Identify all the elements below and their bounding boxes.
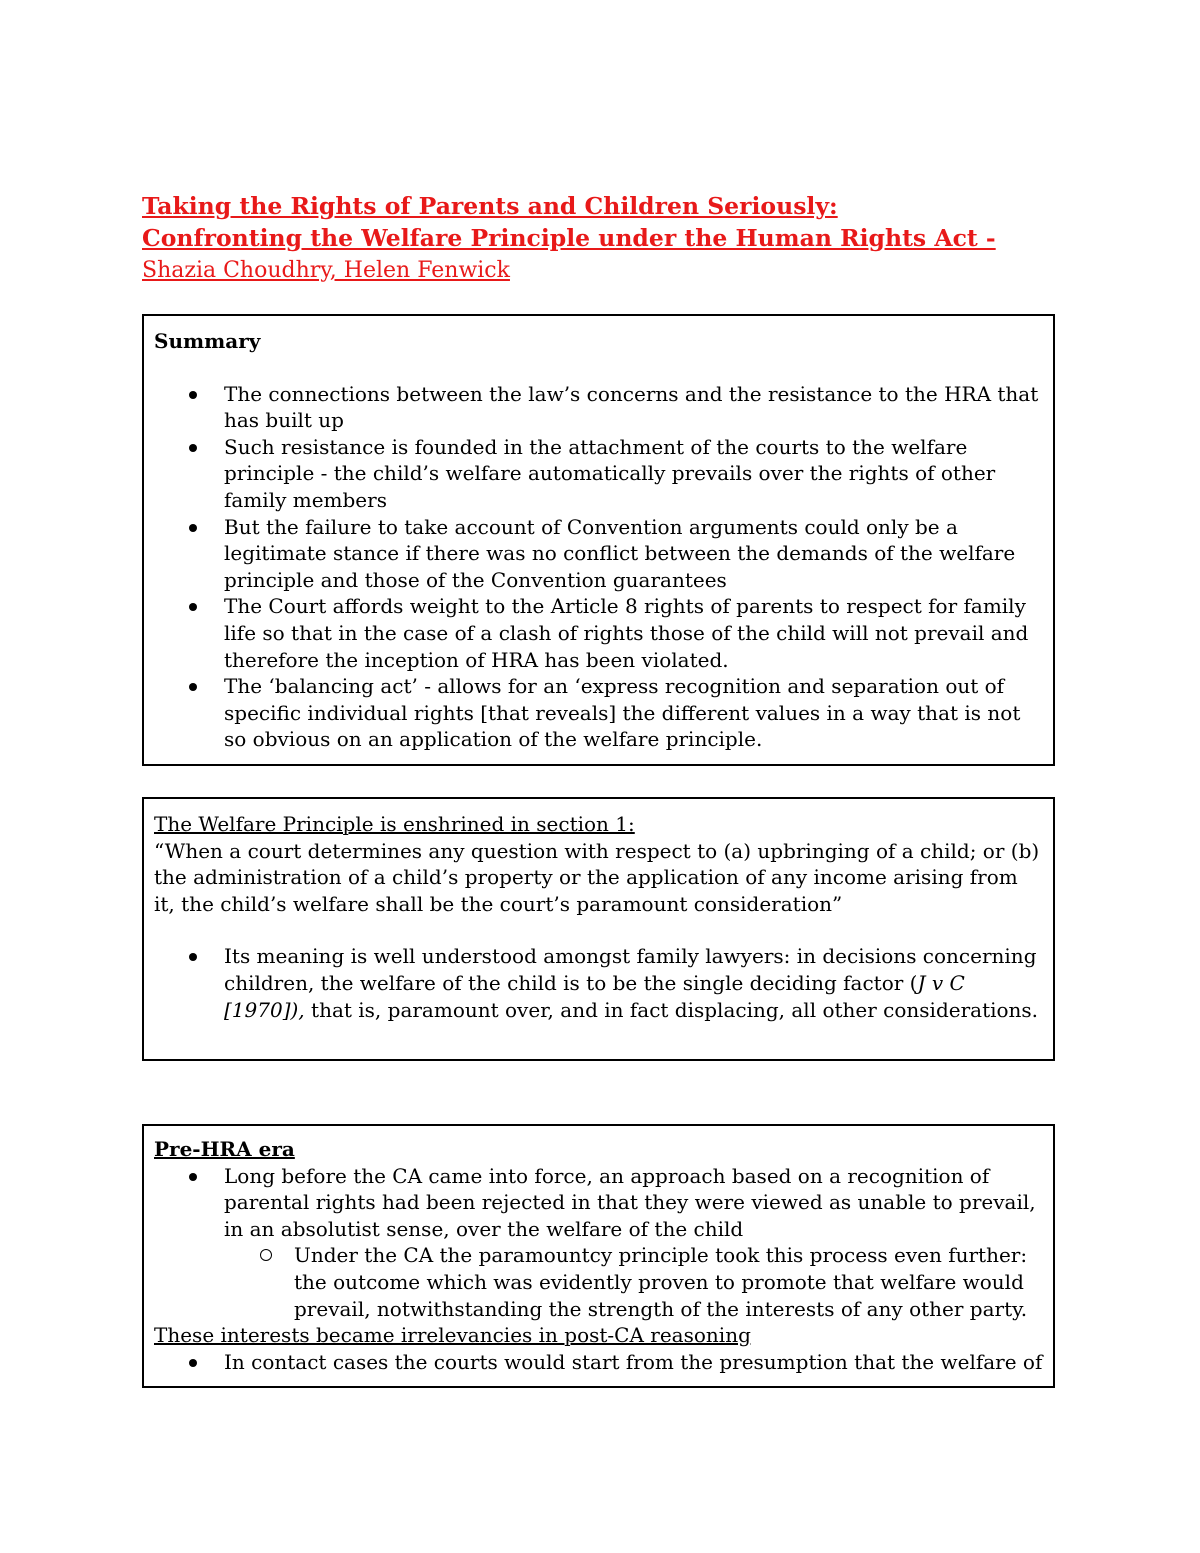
bullet-icon	[189, 1173, 197, 1181]
case-citation: J v C [1970]),	[224, 970, 965, 1022]
pre-hra-subheading: These interests became irrelevancies in post-CA reasoning	[154, 1323, 751, 1348]
bullet-icon	[189, 391, 197, 399]
bullet-icon	[189, 683, 197, 691]
authors: Shazia Choudhry, Helen Fenwick	[142, 258, 510, 283]
pre-hra-box	[142, 1124, 1055, 1388]
list-item: Such resistance is founded in the attachment of the courts to the welfare principle - the child’s welfare automatically prevails over the rights of other family members	[154, 434, 1043, 514]
pre-hra-list-2	[154, 1349, 1043, 1376]
list-item: Its meaning is well understood amongst family lawyers: in decisions concerning children, the welfare of the child is to be the single deciding factor (J v C [1970]), that is, paramount over, and in fact displacing, all other considerations.	[154, 943, 1043, 1023]
welfare-list	[154, 943, 1043, 1023]
welfare-principle-box	[142, 797, 1055, 1061]
bullet-icon	[189, 1359, 197, 1367]
list-item: But the failure to take account of Convention arguments could only be a legitimate stance if there was no conflict between the demands of the welfare principle and those of the Convention guarantees	[154, 514, 1043, 594]
sub-list-item: Under the CA the paramountcy principle took this process even further: the outcome which was evidently proven to promote that welfare would prevail, notwithstanding the strength of the interests of any other party.	[154, 1242, 1043, 1322]
bullet-icon	[189, 603, 197, 611]
summary-box	[142, 314, 1055, 766]
pre-hra-heading: Pre-HRA era	[154, 1137, 295, 1161]
title-line-2: Confronting the Welfare Principle under the Human Rights Act -	[142, 224, 996, 252]
document-title-block	[142, 190, 1102, 288]
hollow-bullet-icon	[260, 1249, 272, 1261]
list-item: In contact cases the courts would start from the presumption that the welfare of	[154, 1349, 1043, 1376]
title-line-1: Taking the Rights of Parents and Children Seriously:	[142, 192, 838, 220]
bullet-icon	[189, 953, 197, 961]
summary-heading: Summary	[154, 329, 261, 353]
list-item: Long before the CA came into force, an approach based on a recognition of parental rights had been rejected in that they were viewed as unable to prevail, in an absolutist sense, over the welfare of the child	[154, 1163, 1043, 1243]
bullet-icon	[189, 444, 197, 452]
list-item: The ‘balancing act’ - allows for an ‘express recognition and separation out of specific individual rights [that reveals] the different values in a way that is not so obvious on an application of the welfare principle.	[154, 673, 1043, 753]
list-item: The connections between the law’s concerns and the resistance to the HRA that has built up	[154, 381, 1043, 434]
summary-list	[154, 381, 1043, 753]
welfare-quote: “When a court determines any question with respect to (a) upbringing of a child; or (b) the administration of a child’s property or the application of any income arising from it, the child’s welfare shall be the court’s paramount consideration”	[154, 838, 1040, 916]
pre-hra-list	[154, 1163, 1043, 1323]
list-item: The Court affords weight to the Article 8 rights of parents to respect for family life so that in the case of a clash of rights those of the child will not prevail and therefore the inception of HRA has been violated.	[154, 593, 1043, 673]
bullet-icon	[189, 524, 197, 532]
welfare-heading: The Welfare Principle is enshrined in section 1:	[154, 812, 635, 836]
